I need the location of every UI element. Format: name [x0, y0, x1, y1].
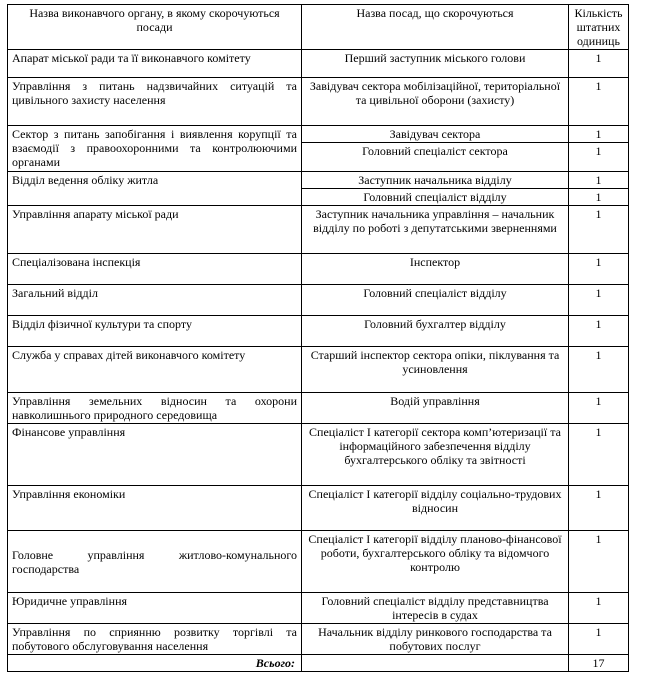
organ-cell: Служба у справах дітей виконавчого комітету: [8, 347, 302, 393]
position-cell: Спеціаліст І категорії сектора комп’ютеризації та інформаційного забезпечення відділу бухгалтерського обліку та звітності: [302, 424, 569, 486]
position-cell: Перший заступник міського голови: [302, 50, 569, 78]
position-cell: Головний спеціаліст відділу: [302, 189, 569, 206]
table-row: [8, 126, 629, 143]
total-empty-cell: [302, 655, 569, 672]
table-row: [8, 206, 629, 254]
table-row: [8, 285, 629, 316]
table-row: [8, 50, 629, 78]
position-cell: Спеціаліст І категорії відділу планово-фінансової роботи, бухгалтерського обліку та відомчого контролю: [302, 531, 569, 593]
count-cell: 1: [569, 393, 629, 424]
count-cell: 1: [569, 143, 629, 172]
count-cell: 1: [569, 189, 629, 206]
organ-cell: Управління по сприянню розвитку торгівлі та побутового обслуговування населення: [8, 624, 302, 655]
organ-cell: Загальний відділ: [8, 285, 302, 316]
organ-cell: Фінансове управління: [8, 424, 302, 486]
count-cell: 1: [569, 486, 629, 531]
count-cell: 1: [569, 206, 629, 254]
count-cell: 1: [569, 78, 629, 126]
header-positions: Назва посад, що скорочуються: [302, 5, 569, 50]
organ-cell: Управління апарату міської ради: [8, 206, 302, 254]
staff-reduction-table: [7, 4, 629, 672]
organ-cell: Управління економіки: [8, 486, 302, 531]
table-header-row: [8, 5, 629, 50]
position-cell: Головний бухгалтер відділу: [302, 316, 569, 347]
position-cell: Головний спеціаліст відділу: [302, 285, 569, 316]
count-cell: 1: [569, 285, 629, 316]
table-row: [8, 593, 629, 624]
position-cell: Завідувач сектора: [302, 126, 569, 143]
organ-cell: Відділ фізичної культури та спорту: [8, 316, 302, 347]
count-cell: 1: [569, 531, 629, 593]
position-cell: Начальник відділу ринкового господарства та побутових послуг: [302, 624, 569, 655]
table-row: [8, 254, 629, 285]
total-value: 17: [569, 655, 629, 672]
count-cell: 1: [569, 593, 629, 624]
organ-cell: Управління з питань надзвичайних ситуацій та цивільного захисту населення: [8, 78, 302, 126]
table-row: [8, 316, 629, 347]
table-row: [8, 486, 629, 531]
total-row: [8, 655, 629, 672]
count-cell: 1: [569, 624, 629, 655]
organ-cell: Спеціалізована інспекція: [8, 254, 302, 285]
table-row: [8, 624, 629, 655]
table-row: [8, 172, 629, 189]
table-row: [8, 393, 629, 424]
table-row: [8, 531, 629, 593]
table-row: [8, 78, 629, 126]
position-cell: Завідувач сектора мобілізаційної, територіальної та цивільної оборони (захисту): [302, 78, 569, 126]
header-count: Кількість штатних одиниць: [569, 5, 629, 50]
organ-cell: Відділ ведення обліку житла: [8, 172, 302, 206]
total-label: Всього:: [8, 655, 302, 672]
position-cell: Спеціаліст І категорії відділу соціально-трудових відносин: [302, 486, 569, 531]
count-cell: 1: [569, 172, 629, 189]
organ-cell: Управління земельних відносин та охорони навколишнього природного середовища: [8, 393, 302, 424]
count-cell: 1: [569, 254, 629, 285]
count-cell: 1: [569, 316, 629, 347]
organ-cell: Юридичне управління: [8, 593, 302, 624]
position-cell: Головний спеціаліст сектора: [302, 143, 569, 172]
organ-cell: Головне управління житлово-комунального господарства: [8, 531, 302, 593]
position-cell: Водій управління: [302, 393, 569, 424]
count-cell: 1: [569, 424, 629, 486]
table-row: [8, 347, 629, 393]
header-organ: Назва виконавчого органу, в якому скорочуються посади: [8, 5, 302, 50]
position-cell: Заступник начальника управління – начальник відділу по роботі з депутатськими зверненнями: [302, 206, 569, 254]
position-cell: Старший інспектор сектора опіки, піклування та усиновлення: [302, 347, 569, 393]
position-cell: Заступник начальника відділу: [302, 172, 569, 189]
organ-cell: Сектор з питань запобігання і виявлення корупції та взаємодії з правоохоронними та контролюючими органами: [8, 126, 302, 172]
count-cell: 1: [569, 126, 629, 143]
table-row: [8, 424, 629, 486]
organ-cell: Апарат міської ради та її виконавчого комітету: [8, 50, 302, 78]
count-cell: 1: [569, 50, 629, 78]
position-cell: Інспектор: [302, 254, 569, 285]
position-cell: Головний спеціаліст відділу представництва інтересів в судах: [302, 593, 569, 624]
count-cell: 1: [569, 347, 629, 393]
